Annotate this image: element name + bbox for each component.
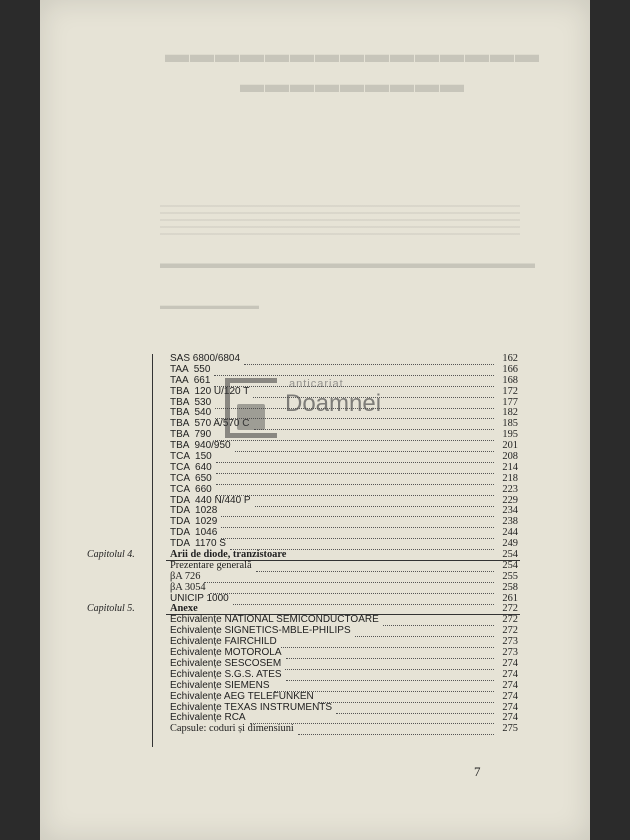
toc-entry-title: Echivalențe NATIONAL SEMICONDUCTOARE (170, 614, 379, 626)
toc-entry-page: 273 (502, 647, 518, 659)
toc-entry-title: Echivalențe RCA (170, 712, 246, 724)
toc-row (40, 692, 590, 703)
toc-entry-page: 166 (502, 363, 518, 375)
toc-entry-page: 274 (502, 690, 518, 702)
watermark-logo (225, 378, 445, 440)
toc-entry-title: TCA 650 (170, 472, 212, 484)
toc-entry-page: 208 (502, 451, 518, 463)
dot-leader (221, 518, 494, 528)
chapter-label: Capitolul 5. (87, 603, 135, 615)
book-page (40, 0, 590, 840)
dot-leader (221, 507, 494, 517)
toc-entry-title: TBA 940/950 (170, 440, 231, 452)
toc-entry-page: 274 (502, 679, 518, 691)
toc-entry-title: Arii de diode, tranzistoare (170, 549, 287, 561)
toc-entry-title: Echivalențe FAIRCHILD (170, 636, 277, 648)
toc-entry-page: 214 (502, 461, 518, 473)
toc-entry-page: 185 (502, 418, 518, 430)
dot-leader (216, 475, 494, 485)
bleed-through-text: ▬▬▬▬▬▬▬▬▬ (160, 300, 259, 312)
toc-entry-title: TDA 1029 (170, 516, 218, 528)
bleed-through-text: ▬▬▬▬▬▬▬▬▬▬▬▬▬▬▬ (165, 42, 540, 68)
toc-entry-page: 272 (502, 603, 518, 615)
toc-entry-title: TCA 660 (170, 483, 212, 495)
dot-leader (235, 442, 494, 452)
toc-entry-title: SAS 6800/6804 (170, 353, 241, 364)
toc-entry-page: 229 (502, 494, 518, 506)
toc-entry-title: TCA 640 (170, 461, 212, 473)
toc-entry-title: Anexe (170, 603, 198, 615)
toc-entry-title: Echivalențe AEG TELEFUNKEN (170, 690, 314, 702)
toc-row (40, 724, 590, 735)
toc-entry-page: 244 (502, 527, 518, 539)
watermark-main-text: Doamnei (285, 390, 382, 417)
toc-entry-title: TBA 530 (170, 396, 212, 408)
toc-entry-title: TDA 440 N/440 P (170, 494, 251, 506)
toc-entry-title: βA 3054 (170, 581, 206, 593)
toc-entry-page: 274 (502, 712, 518, 724)
dot-leader (383, 616, 494, 626)
toc-entry-title: TDA 1170 S (170, 538, 226, 550)
page-number: 7 (474, 764, 481, 779)
book-stack-icon (237, 404, 265, 430)
toc-row (40, 583, 590, 594)
toc-entry-title: TBA 540 (170, 407, 212, 419)
toc-entry-page: 272 (502, 625, 518, 637)
dot-leader (210, 584, 494, 594)
dot-leader (221, 529, 494, 539)
dot-leader (255, 497, 494, 507)
toc-entry-page: 238 (502, 516, 518, 528)
dot-leader (318, 693, 494, 703)
dot-leader (286, 671, 494, 681)
toc-entry-title: Echivalențe SIEMENS (170, 679, 270, 691)
toc-entry-title: TCA 150 (170, 451, 212, 463)
dot-leader (355, 627, 494, 637)
toc-row (40, 485, 590, 496)
toc-entry-page: 261 (502, 592, 518, 604)
dot-leader (298, 725, 494, 735)
toc-entry-page: 255 (502, 570, 518, 582)
toc-entry-page: 223 (502, 483, 518, 495)
toc-entry-page: 274 (502, 657, 518, 669)
bleed-through-lines (160, 200, 520, 240)
toc-entry-page: 275 (502, 723, 518, 735)
dot-leader (204, 573, 494, 583)
toc-entry-title: Capsule: coduri și dimensiuni (170, 723, 294, 735)
toc-entry-page: 172 (502, 385, 518, 397)
toc-entry-page: 249 (502, 538, 518, 550)
toc-entry-page: 274 (502, 701, 518, 713)
toc-entry-page: 218 (502, 472, 518, 484)
dot-leader (286, 649, 494, 659)
bleed-through-heading: ▬▬▬▬▬▬▬▬▬▬▬▬▬▬▬▬▬▬▬▬▬▬▬▬▬ (160, 256, 535, 272)
toc-entry-title: Echivalențe SESCOSEM (170, 657, 282, 669)
dot-leader (214, 366, 494, 376)
toc-entry-title: TBA 120 U/120 T (170, 385, 250, 397)
toc-entry-page: 201 (502, 440, 518, 452)
toc-row (40, 681, 590, 692)
toc-entry-page: 254 (502, 559, 518, 571)
toc-entry-page: 258 (502, 581, 518, 593)
toc-entry-title: TBA 570 A/570 C (170, 418, 250, 430)
toc-entry-page: 182 (502, 407, 518, 419)
toc-entry-page: 272 (502, 614, 518, 626)
dot-leader (256, 562, 494, 572)
dot-leader (285, 660, 494, 670)
toc-entry-page: 234 (502, 505, 518, 517)
toc-entry-title: TDA 1028 (170, 505, 218, 517)
toc-entry-page: 195 (502, 429, 518, 441)
dot-leader (281, 638, 494, 648)
toc-entry-title: TAA 661 (170, 374, 211, 386)
toc-entry-title: Prezentare generală (170, 559, 252, 571)
dot-leader (233, 595, 494, 605)
toc-entry-title: Echivalențe TEXAS INSTRUMENTS (170, 701, 333, 713)
toc-entry-title: TBA 790 (170, 429, 212, 441)
dot-leader (216, 464, 494, 474)
toc-entry-page: 162 (502, 353, 518, 364)
toc-entry-title: Echivalențe S.G.S. ATES (170, 668, 282, 680)
dot-leader (216, 486, 494, 496)
dot-leader (244, 355, 494, 365)
dot-leader (216, 453, 494, 463)
toc-entry-title: βA 726 (170, 570, 201, 582)
chapter-label: Capitolul 4. (87, 549, 135, 561)
toc-entry-title: UNICIP 1000 (170, 592, 229, 604)
toc-entry-page: 168 (502, 374, 518, 386)
toc-entry-page: 274 (502, 668, 518, 680)
toc-entry-title: TAA 550 (170, 363, 211, 375)
toc-entry-page: 254 (502, 549, 518, 561)
toc-entry-title: TDA 1046 (170, 527, 218, 539)
dot-leader (336, 704, 494, 714)
bleed-through-text: ▬▬▬▬▬▬▬▬▬ (240, 72, 465, 98)
toc-entry-page: 177 (502, 396, 518, 408)
toc-entry-page: 273 (502, 636, 518, 648)
toc-entry-title: Echivalențe MOTOROLA (170, 647, 282, 659)
toc-entry-title: Echivalențe SIGNETICS-MBLE-PHILIPS (170, 625, 351, 637)
watermark-top-text: anticariat (289, 378, 344, 390)
